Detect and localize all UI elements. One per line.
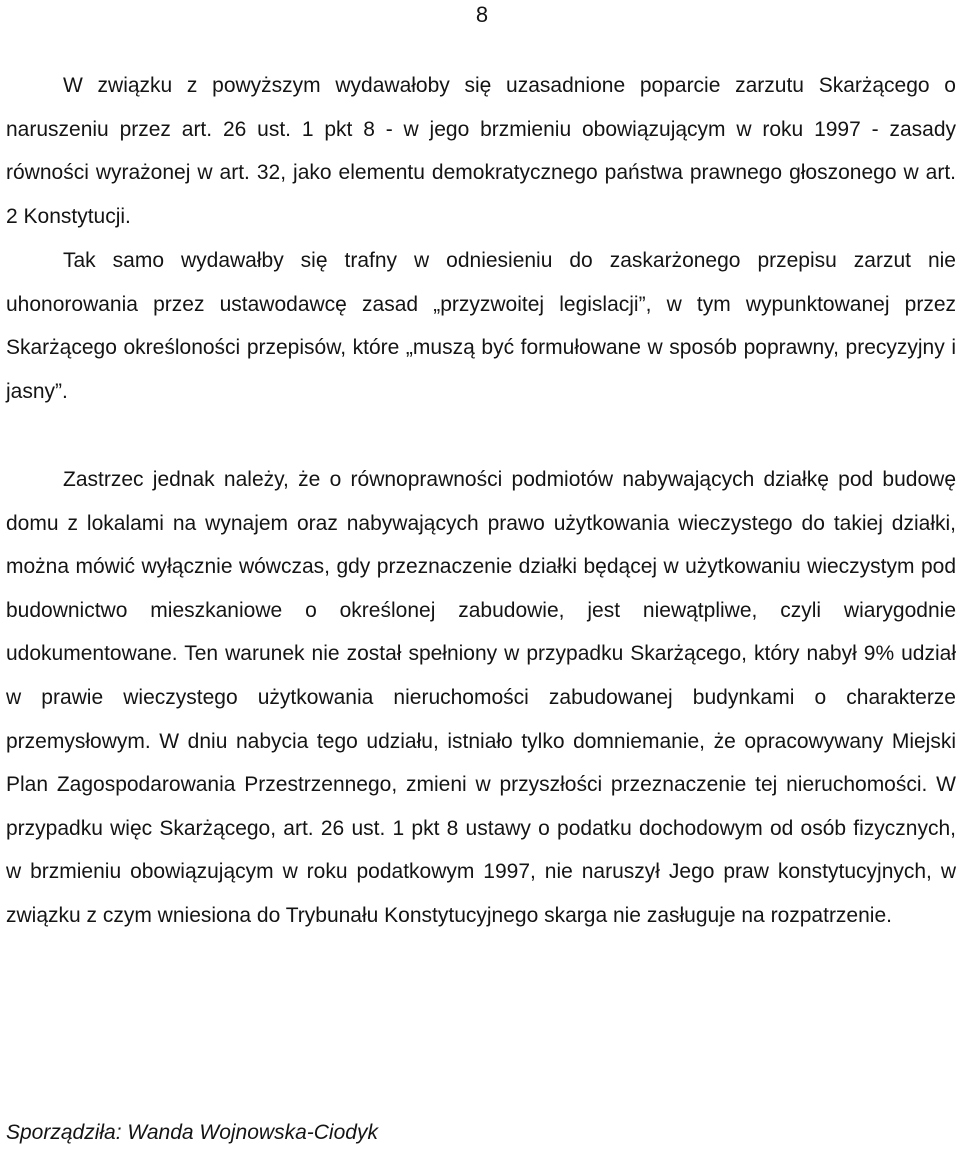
paragraph-equality-argument: W związku z powyższym wydawałoby się uzasadnione poparcie zarzutu Skarżącego o naruszeniu przez art. 26 ust. 1 pkt 8 - w jego brzmieniu obowiązującym w roku 1997 - zasady równości wyrażonej w art. 32, jako elementu demokratycznego państwa prawnego głoszonego w art. 2 Konstytucji. [6, 74, 956, 228]
author-signature: Sporządziła: Wanda Wojnowska-Ciodyk [6, 1121, 378, 1144]
page-number: 8 [475, 2, 489, 27]
paragraph-conclusion: Zastrzec jednak należy, że o równoprawności podmiotów nabywających działkę pod budowę domu z lokalami na wynajem oraz nabywających prawo użytkowania wieczystego do takiej działki, można mówić wyłącznie wówczas, gdy przeznaczenie działki będącej w użytkowaniu wieczystym pod budownictwo mieszkaniowe o określonej zabudowie, jest niewątpliwe, czyli wiarygodnie udokumentowane. Ten warunek nie został spełniony w przypadku Skarżącego, który nabył 9% udział w prawie wieczystego użytkowania nieruchomości zabudowanej budynkami o charakterze przemysłowym. W dniu nabycia tego udziału, istniało tylko domniemanie, że opracowywany Miejski Plan Zagospodarowania Przestrzennego, zmieni w przyszłości przeznaczenie tej nieruchomości. W przypadku więc Skarżącego, art. 26 ust. 1 pkt 8 ustawy o podatku dochodowym od osób fizycznych, w brzmieniu obowiązującym w roku podatkowym 1997, nie naruszył Jego praw konstytucyjnych, w związku z czym wniesiona do Trybunału Konstytucyjnego skarga nie zasługuje na rozpatrzenie. [6, 468, 956, 927]
paragraph-legislation-argument: Tak samo wydawałby się trafny w odniesieniu do zaskarżonego przepisu zarzut nie uhonorowania przez ustawodawcę zasad „przyzwoitej legislacji”, w tym wypunktowanej przez Skarżącego określoności przepisów, które „muszą być formułowane w sposób poprawny, precyzyjny i jasny”. [6, 249, 956, 403]
